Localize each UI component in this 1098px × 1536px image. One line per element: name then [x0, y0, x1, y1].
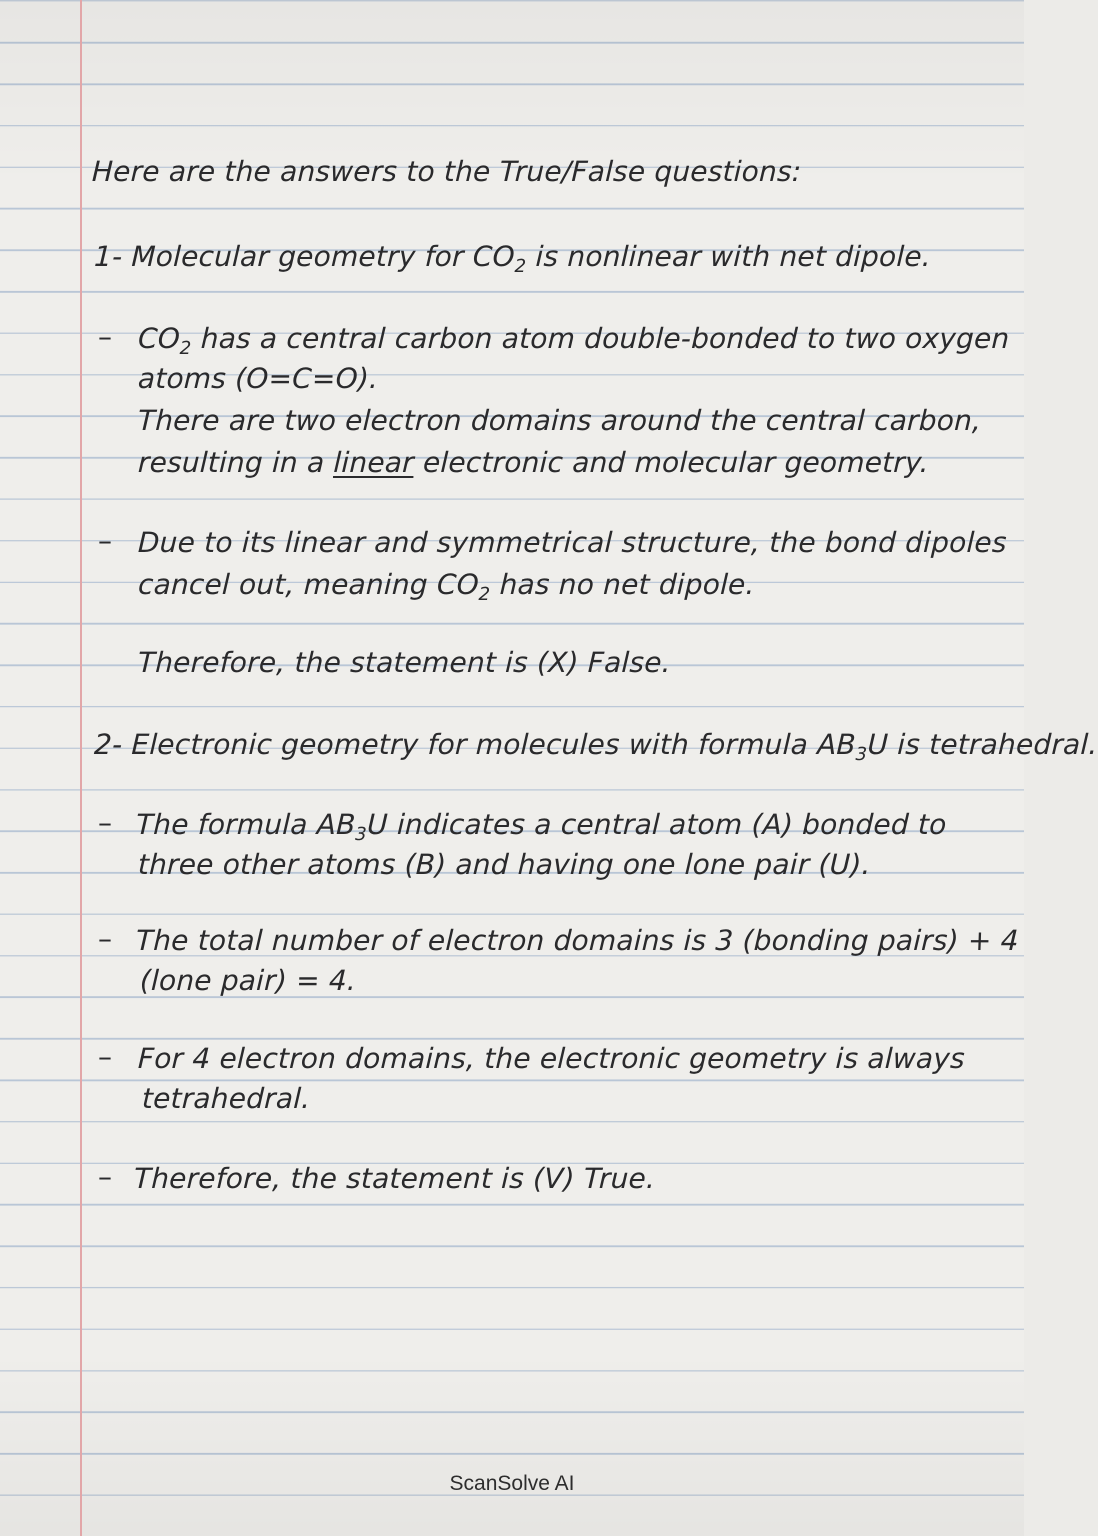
q1-p1-line4-linear: linear — [332, 446, 415, 479]
q1-conclusion: Therefore, the statement is (X) False. — [137, 646, 672, 679]
q2-number: 2- — [93, 728, 123, 761]
q2-p1-line1 — [135, 808, 947, 845]
q1-p1-line4 — [137, 446, 929, 479]
q1-statement-text-end: is nonlinear with net dipole. — [525, 240, 932, 273]
q1-p1-line1-a: CO — [137, 322, 181, 355]
q1-number: 1- — [93, 240, 123, 273]
q1-p1-line1-b: has a central carbon atom double-bonded to two oxygen — [191, 322, 1011, 355]
q2-p3-line2: tetrahedral. — [141, 1082, 311, 1115]
q1-p2-line1: Due to its linear and symmetrical structure, the bond dipoles — [137, 526, 1008, 559]
q1-statement-subscript: 2 — [514, 256, 527, 277]
q1-statement-text: Molecular geometry for CO — [130, 240, 516, 273]
q2-p1-dash: – — [98, 806, 112, 839]
q1-p2-dash: – — [98, 524, 112, 557]
margin-line — [80, 0, 82, 1536]
q2-p2-line1: The total number of electron domains is 3 (bonding pairs) + 4 — [135, 924, 1020, 957]
q2-p4-line1: Therefore, the statement is (V) True. — [133, 1162, 656, 1195]
q2-statement-text-end: U is tetrahedral. — [866, 728, 1098, 761]
q2-p4-dash: – — [98, 1160, 112, 1193]
q2-p1-line1-b: U indicates a central atom (A) bonded to — [366, 808, 948, 841]
q2-p3-line1: For 4 electron domains, the electronic geometry is always — [137, 1042, 966, 1075]
q1-p1-line1-sub: 2 — [179, 338, 192, 359]
q2-p2-dash: – — [98, 922, 112, 955]
q1-p1-line3: There are two electron domains around the central carbon, — [137, 404, 982, 437]
intro-line: Here are the answers to the True/False questions: — [91, 155, 803, 188]
q1-p2-line2 — [137, 568, 755, 605]
q2-p1-line1-sub: 3 — [354, 824, 368, 845]
q1-p1-line1 — [137, 322, 1010, 359]
q1-statement — [93, 240, 931, 277]
q2-p1-line1-a: The formula AB — [135, 808, 357, 841]
q2-p3-dash: – — [98, 1040, 112, 1073]
q2-statement-text: Electronic geometry for molecules with formula AB — [130, 728, 857, 761]
q2-statement-subscript: 3 — [855, 744, 868, 765]
q2-statement — [93, 728, 1098, 765]
footer-brand: ScanSolve AI — [449, 1472, 575, 1495]
q1-p1-line4-a: resulting in a — [137, 446, 335, 479]
q1-p2-line2-b: has no net dipole. — [490, 568, 756, 601]
q2-p2-line2: (lone pair) = 4. — [139, 964, 357, 997]
q2-p1-line2: three other atoms (B) and having one lone pair (U). — [137, 848, 872, 881]
q1-p2-line2-a: cancel out, meaning CO — [137, 568, 480, 601]
q1-p1-line2: atoms (O=C=O). — [137, 362, 379, 395]
q1-p2-line2-sub: 2 — [478, 584, 491, 605]
q1-p1-line4-b: electronic and molecular geometry. — [413, 446, 930, 479]
q1-p1-dash: – — [98, 320, 112, 353]
